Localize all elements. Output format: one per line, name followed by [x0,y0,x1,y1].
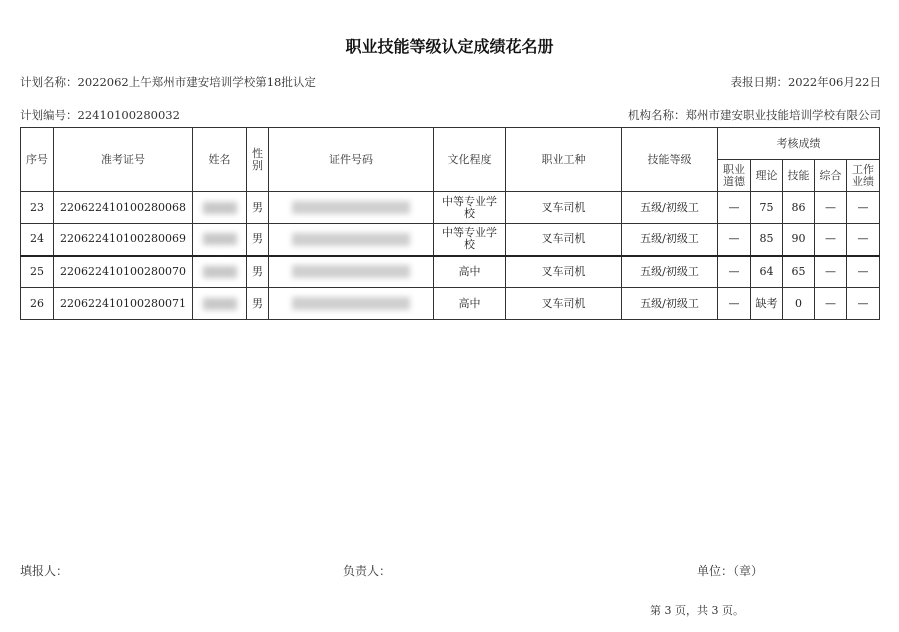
header-overall: 综合 [815,160,847,192]
redaction-blur [203,266,237,278]
header-theory: 理论 [751,160,783,192]
header-scores: 考核成绩 [718,128,880,160]
score-table [20,127,880,320]
cell-ethics: — [718,288,751,320]
cell-seq: 25 [21,256,54,288]
header-exam-no: 准考证号 [54,128,193,192]
header-skill: 技能 [783,160,815,192]
cell-exam-no: 220622410100280070 [54,256,193,288]
cell-education: 高中 [434,256,506,288]
cell-overall: — [815,192,847,224]
cell-occupation: 叉车司机 [506,192,622,224]
cell-exam-no: 220622410100280071 [54,288,193,320]
header-seq: 序号 [21,128,54,192]
cell-work: — [847,288,880,320]
cell-ethics: — [718,192,751,224]
header-education: 文化程度 [434,128,506,192]
plan-number: 计划编号：22410100280032 [20,108,180,122]
table-row [21,224,880,256]
name-cell-redacted [193,288,247,320]
table-row [21,256,880,288]
page-indicator: 第 3 页，共 3 页。 [650,604,744,617]
cell-skill: 86 [783,192,815,224]
header-id-number: 证件号码 [269,128,434,192]
cell-theory: 64 [751,256,783,288]
cell-skill-level: 五级/初级工 [622,256,718,288]
cell-exam-no: 220622410100280068 [54,192,193,224]
cell-education: 中等专业学校 [434,224,506,256]
cell-skill-level: 五级/初级工 [622,288,718,320]
redaction-blur [203,233,237,245]
cell-occupation: 叉车司机 [506,224,622,256]
cell-gender: 男 [247,288,269,320]
redaction-blur [292,297,410,310]
cell-work: — [847,224,880,256]
id-number-cell-redacted [269,256,434,288]
header-name: 姓名 [193,128,247,192]
cell-theory: 85 [751,224,783,256]
id-number-cell-redacted [269,192,434,224]
redaction-blur [292,201,410,214]
header-ethics: 职业道德 [718,160,751,192]
table-row [21,288,880,320]
cell-ethics: — [718,256,751,288]
cell-occupation: 叉车司机 [506,256,622,288]
plan-name: 计划名称：2022062上午郑州市建安培训学校第18批认定 [20,75,316,89]
filler-label: 填报人： [20,564,69,578]
name-cell-redacted [193,224,247,256]
redaction-blur [203,202,237,214]
name-cell-redacted [193,256,247,288]
cell-seq: 23 [21,192,54,224]
cell-overall: — [815,256,847,288]
id-number-cell-redacted [269,288,434,320]
redaction-blur [292,233,410,246]
header-work: 工作业绩 [847,160,880,192]
cell-gender: 男 [247,256,269,288]
cell-skill-level: 五级/初级工 [622,192,718,224]
cell-overall: — [815,224,847,256]
cell-skill: 65 [783,256,815,288]
cell-seq: 26 [21,288,54,320]
report-date: 表报日期：2022年06月22日 [730,75,881,89]
cell-education: 中等专业学校 [434,192,506,224]
redaction-blur [292,265,410,278]
page-title: 职业技能等级认定成绩花名册 [345,37,554,56]
table-row [21,192,880,224]
cell-skill-level: 五级/初级工 [622,224,718,256]
cell-skill: 0 [783,288,815,320]
id-number-cell-redacted [269,224,434,256]
cell-theory: 缺考 [751,288,783,320]
cell-overall: — [815,288,847,320]
cell-work: — [847,256,880,288]
cell-gender: 男 [247,224,269,256]
cell-theory: 75 [751,192,783,224]
responsible-label: 负责人： [343,564,392,578]
cell-exam-no: 220622410100280069 [54,224,193,256]
organization-name: 机构名称：郑州市建安职业技能培训学校有限公司 [628,108,881,122]
redaction-blur [203,298,237,310]
cell-ethics: — [718,224,751,256]
cell-seq: 24 [21,224,54,256]
cell-skill: 90 [783,224,815,256]
name-cell-redacted [193,192,247,224]
unit-seal-label: 单位：（章） [697,564,764,578]
cell-gender: 男 [247,192,269,224]
header-skill-level: 技能等级 [622,128,718,192]
cell-occupation: 叉车司机 [506,288,622,320]
cell-work: — [847,192,880,224]
header-gender: 性别 [247,128,269,192]
cell-education: 高中 [434,288,506,320]
header-occupation: 职业工种 [506,128,622,192]
